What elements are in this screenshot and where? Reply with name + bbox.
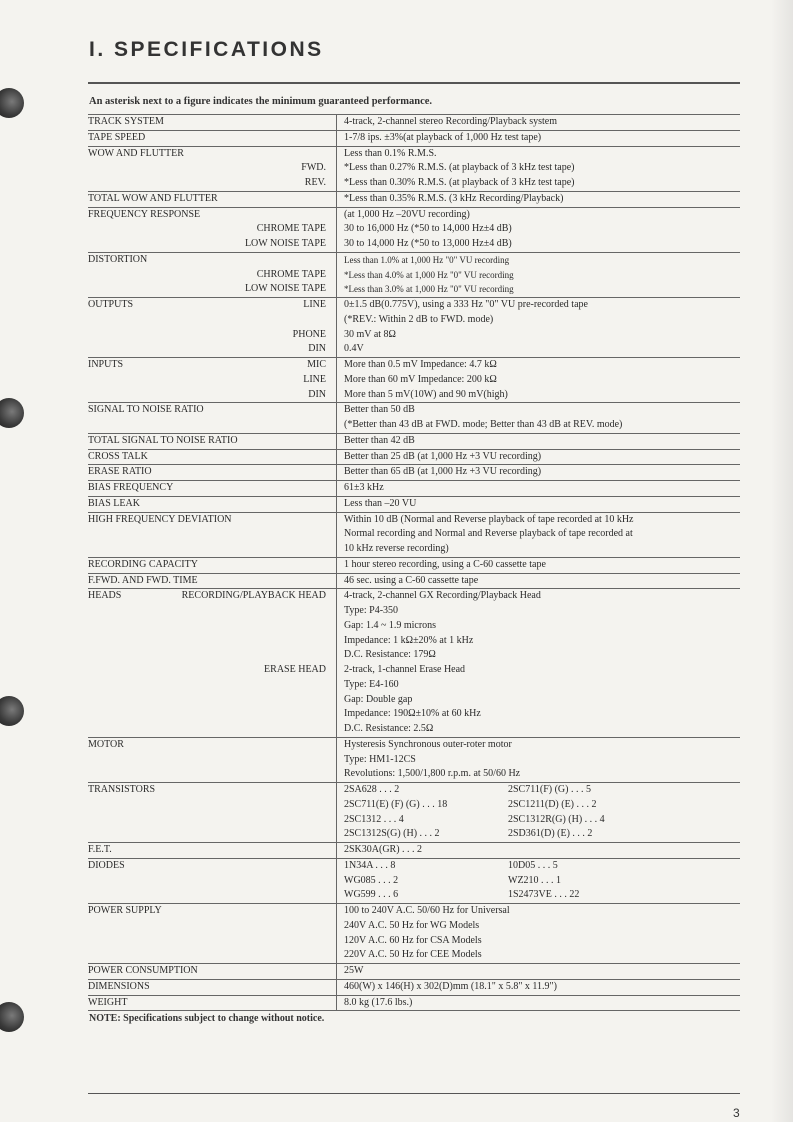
spec-value [337,737,741,782]
spec-value [337,252,741,297]
parameter-name: OUTPUTS [88,299,134,310]
parameter-line [88,934,336,949]
value-line: 2-track, 1-channel Erase Head [344,664,466,675]
spec-parameter [88,783,337,843]
component-entry: WG085 . . . 2 [344,874,399,886]
parameter-name: FREQUENCY RESPONSE [88,208,201,220]
spec-parameter [88,481,337,497]
spec-parameter [88,979,337,995]
parameter-sublabel: ERASE HEAD [264,664,326,675]
value-line: Impedance: 1 kΩ±20% at 1 kHz [344,634,474,646]
value-line [344,827,740,842]
parameter-line [88,574,336,589]
parameter-name: TRANSISTORS [88,784,156,795]
component-entry: 2SC1312R(G) (H) . . . 4 [508,813,605,825]
value-line: 1 hour stereo recording, using a C-60 cassette tape [344,558,546,570]
parameter-sublabel: DIN [308,388,326,400]
parameter-name: HEADS [88,590,122,602]
parameter-line [88,527,336,542]
component-entry: 1N34A . . . 8 [344,859,396,871]
spec-row [88,557,740,573]
parameter-line [88,980,336,995]
parameter-line [88,513,336,528]
parameter-line [88,634,336,649]
parameter-name: HIGH FREQUENCY DEVIATION [88,513,232,525]
value-line: *Less than 0.30% R.M.S. (at playback of 3 kHz test tape) [344,177,575,188]
spec-value [337,403,741,434]
parameter-line [88,268,336,283]
spec-row [88,979,740,995]
value-line: 0.4V [344,343,364,355]
spec-row [88,298,740,358]
spec-parameter [88,557,337,573]
parameter-line [88,465,336,480]
parameter-sublabel: FWD. [301,162,326,174]
value-line: D.C. Resistance: 2.5Ω [344,723,434,734]
spec-parameter [88,964,337,980]
parameter-line [88,222,336,237]
parameter-name: WEIGHT [88,996,128,1008]
value-line: *Less than 0.27% R.M.S. (at playback of 3 kHz test tape) [344,162,575,174]
page-title: I. SPECIFICATIONS [89,38,324,61]
spec-row [88,433,740,449]
parameter-name: DIMENSIONS [88,980,150,992]
component-entry: 1S2473VE . . . 22 [508,889,580,901]
parameter-line [88,648,336,663]
parameter-line [88,693,336,708]
spec-value [337,858,741,903]
binder-hole [0,1002,24,1032]
spec-value [337,298,741,358]
spec-row [88,737,740,782]
value-line: (at 1,000 Hz –20VU recording) [344,208,470,220]
spec-value [337,573,741,589]
parameter-line [88,403,336,418]
spec-value [337,783,741,843]
spec-value [337,130,741,146]
value-line: 240V A.C. 50 Hz for WG Models [344,919,480,931]
value-line: 46 sec. using a C-60 cassette tape [344,574,479,586]
spec-parameter [88,995,337,1011]
spec-parameter [88,573,337,589]
value-line: Less than –20 VU [344,497,417,509]
value-line: 30 to 14,000 Hz (*50 to 13,000 Hz±4 dB) [344,238,512,249]
spec-row [88,858,740,903]
value-line: More than 5 mV(10W) and 90 mV(high) [344,388,508,400]
spec-value [337,995,741,1011]
value-line: 4-track, 2-channel GX Recording/Playback Head [344,590,541,602]
parameter-line [88,373,336,388]
value-line [344,813,740,828]
spec-parameter [88,433,337,449]
parameter-sublabel: LINE [303,373,326,385]
footnote: NOTE: Specifications subject to change without notice. [89,1013,325,1024]
parameter-line [88,783,336,798]
value-line: 460(W) x 146(H) x 302(D)mm (18.1" x 5.8" x 11.9") [344,980,557,992]
spec-row [88,207,740,252]
parameter-line [88,558,336,573]
value-line: 61±3 kHz [344,482,384,493]
spec-value [337,904,741,964]
value-line: Better than 42 dB [344,434,415,446]
value-line: 10 kHz reverse recording) [344,543,449,554]
parameter-line [88,619,336,634]
parameter-line [88,663,336,678]
spec-parameter [88,252,337,297]
value-line: More than 0.5 mV Impedance: 4.7 kΩ [344,359,497,370]
spec-row [88,481,740,497]
spec-row [88,449,740,465]
spec-row [88,358,740,403]
spec-value [337,496,741,512]
parameter-sublabel: CHROME TAPE [256,223,326,235]
spec-parameter [88,146,337,191]
parameter-line [88,874,336,889]
parameter-line [88,298,336,313]
spec-value [337,964,741,980]
component-entry: 2SD361(D) (E) . . . 2 [508,828,593,840]
parameter-name: F.E.T. [88,844,112,855]
parameter-sublabel: REV. [304,177,326,188]
parameter-line [88,964,336,979]
value-line: Gap: Double gap [344,693,413,705]
parameter-sublabel: RECORDING/PLAYBACK HEAD [181,590,326,602]
spec-value [337,557,741,573]
parameter-name: TAPE SPEED [88,131,146,143]
parameter-name: POWER SUPPLY [88,905,162,916]
parameter-line [88,388,336,403]
value-line: Less than 0.1% R.M.S. [344,147,437,159]
parameter-line [88,919,336,934]
value-line: Better than 25 dB (at 1,000 Hz +3 VU recording) [344,450,542,462]
spec-parameter [88,298,337,358]
value-line: Better than 50 dB [344,404,415,416]
parameter-line [88,904,336,919]
component-entry: WZ210 . . . 1 [508,874,562,886]
footer-divider [88,1093,740,1094]
value-line: Better than 65 dB (at 1,000 Hz +3 VU recording) [344,466,542,478]
spec-row [88,512,740,557]
value-line: D.C. Resistance: 179Ω [344,649,436,661]
parameter-sublabel: MIC [307,359,326,370]
value-line: 100 to 240V A.C. 50/60 Hz for Universal [344,905,510,916]
title-divider [88,82,740,84]
parameter-sublabel: LINE [303,299,326,310]
spec-parameter [88,858,337,903]
value-line: *Less than 4.0% at 1,000 Hz "0" VU recording [344,269,514,280]
spec-value [337,512,741,557]
parameter-line [88,948,336,963]
value-line: 120V A.C. 60 Hz for CSA Models [344,934,482,946]
parameter-line [88,604,336,619]
spec-row [88,115,740,131]
value-line: 8.0 kg (17.6 lbs.) [344,996,413,1008]
spec-value [337,146,741,191]
value-line: Within 10 dB (Normal and Reverse playback of tape recorded at 10 kHz [344,513,634,525]
parameter-name: TRACK SYSTEM [88,116,164,127]
value-line: *Less than 0.35% R.M.S. (3 kHz Recording/Playback) [344,192,564,204]
value-line: *Less than 3.0% at 1,000 Hz "0" VU recording [344,284,514,295]
parameter-name: ERASE RATIO [88,466,152,478]
spec-parameter [88,130,337,146]
parameter-line [88,328,336,343]
spec-value [337,115,741,131]
value-line: Type: E4-160 [344,678,399,690]
value-line: Hysteresis Synchronous outer-roter motor [344,738,512,750]
parameter-sublabel: PHONE [292,328,326,340]
parameter-line [88,767,336,782]
spec-parameter [88,904,337,964]
value-line: 30 mV at 8Ω [344,328,396,340]
spec-row [88,783,740,843]
value-line: 25W [344,965,364,976]
spec-parameter [88,207,337,252]
value-line: Impedance: 190Ω±10% at 60 kHz [344,708,481,720]
value-line: Type: HM1-12CS [344,753,416,765]
parameter-name: BIAS FREQUENCY [88,482,174,493]
value-line: Revolutions: 1,500/1,800 r.p.m. at 50/60 Hz [344,768,521,780]
value-line: 4-track, 2-channel stereo Recording/Playback system [344,116,557,127]
value-line [344,874,740,889]
parameter-name: INPUTS [88,359,124,370]
spec-row [88,403,740,434]
parameter-name: POWER CONSUMPTION [88,965,198,976]
value-line: (*REV.: Within 2 dB to FWD. mode) [344,313,494,325]
parameter-name: TOTAL WOW AND FLUTTER [88,192,218,204]
parameter-line [88,843,336,858]
component-entry: 10D05 . . . 5 [508,859,558,871]
parameter-name: WOW AND FLUTTER [88,147,184,159]
value-line: More than 60 mV Impedance: 200 kΩ [344,373,497,385]
parameter-name: DISTORTION [88,253,148,265]
parameter-name: DIODES [88,859,125,871]
component-entry: 2SA628 . . . 2 [344,784,400,795]
value-line: (*Better than 43 dB at FWD. mode; Better than 43 dB at REV. mode) [344,419,623,430]
spec-parameter [88,465,337,481]
parameter-line [88,192,336,207]
value-line: Gap: 1.4 ~ 1.9 microns [344,619,437,631]
parameter-line [88,115,336,130]
spec-row [88,904,740,964]
parameter-name: MOTOR [88,738,124,750]
parameter-name: SIGNAL TO NOISE RATIO [88,404,204,416]
parameter-sublabel: LOW NOISE TAPE [244,283,326,295]
parameter-line [88,418,336,433]
parameter-line [88,358,336,373]
spec-parameter [88,737,337,782]
spec-row [88,130,740,146]
parameter-name: RECORDING CAPACITY [88,558,198,570]
value-line [344,798,740,813]
page-number: 3 [733,1106,740,1120]
spec-value [337,979,741,995]
spec-row [88,465,740,481]
spec-parameter [88,496,337,512]
component-entry: WG599 . . . 6 [344,889,399,901]
value-line: Less than 1.0% at 1,000 Hz "0" VU recording [344,254,510,265]
parameter-line [88,497,336,512]
value-line: 0±1.5 dB(0.775V), using a 333 Hz "0" VU pre-recorded tape [344,299,588,310]
parameter-line [88,282,336,297]
page-edge-shadow [771,0,793,1122]
spec-value [337,358,741,403]
parameter-name: BIAS LEAK [88,497,140,509]
component-entry: 2SC711(E) (F) (G) . . . 18 [344,798,448,810]
spec-row [88,964,740,980]
spec-row [88,995,740,1011]
spec-parameter [88,358,337,403]
parameter-line [88,542,336,557]
spec-value [337,465,741,481]
value-line: Normal recording and Normal and Reverse playback of tape recorded at [344,528,633,540]
parameter-line [88,753,336,768]
spec-parameter [88,403,337,434]
parameter-line [88,722,336,737]
binder-hole [0,398,24,428]
spec-row [88,191,740,207]
spec-parameter [88,449,337,465]
intro-text: An asterisk next to a figure indicates the minimum guaranteed performance. [89,96,433,107]
value-line [344,783,740,798]
spec-value [337,449,741,465]
parameter-name: F.FWD. AND FWD. TIME [88,574,198,586]
parameter-line [88,859,336,874]
value-line: 2SK30A(GR) . . . 2 [344,844,423,855]
parameter-sublabel: LOW NOISE TAPE [244,238,326,249]
specifications-table-body [88,115,740,1011]
parameter-line [88,888,336,903]
value-line: 30 to 16,000 Hz (*50 to 14,000 Hz±4 dB) [344,223,512,235]
parameter-line [88,342,336,357]
value-line: Type: P4-350 [344,605,399,616]
parameter-line [88,176,336,191]
spec-value [337,589,741,738]
value-line: 1-7/8 ips. ±3%(at playback of 1,000 Hz test tape) [344,131,542,143]
spec-row [88,252,740,297]
parameter-line [88,161,336,176]
value-line [344,888,740,903]
spec-row [88,843,740,859]
spec-parameter [88,191,337,207]
value-line [344,859,740,874]
component-entry: 2SC1211(D) (E) . . . 2 [508,798,597,810]
parameter-line [88,738,336,753]
spec-value [337,207,741,252]
value-line: 220V A.C. 50 Hz for CEE Models [344,949,482,961]
parameter-sublabel: DIN [308,343,326,355]
parameter-line [88,131,336,146]
parameter-name: TOTAL SIGNAL TO NOISE RATIO [88,434,238,446]
parameter-line [88,813,336,828]
spec-parameter [88,512,337,557]
parameter-line [88,481,336,496]
spec-row [88,146,740,191]
spec-value [337,191,741,207]
component-entry: 2SC1312 . . . 4 [344,813,404,825]
component-entry: 2SC711(F) (G) . . . 5 [508,784,591,795]
specifications-table [88,114,740,1011]
parameter-line [88,798,336,813]
parameter-line [88,313,336,328]
spec-row [88,573,740,589]
parameter-line [88,237,336,252]
parameter-line [88,589,336,604]
binder-hole [0,88,24,118]
spec-value [337,433,741,449]
spec-parameter [88,589,337,738]
parameter-line [88,996,336,1011]
parameter-line [88,827,336,842]
parameter-line [88,253,336,268]
spec-row [88,589,740,738]
parameter-line [88,678,336,693]
parameter-line [88,208,336,223]
parameter-line [88,707,336,722]
spec-parameter [88,115,337,131]
binder-hole [0,696,24,726]
parameter-line [88,434,336,449]
component-entry: 2SC1312S(G) (H) . . . 2 [344,828,440,840]
spec-parameter [88,843,337,859]
parameter-line [88,450,336,465]
parameter-name: CROSS TALK [88,450,148,462]
spec-row [88,496,740,512]
spec-value [337,843,741,859]
spec-value [337,481,741,497]
parameter-line [88,147,336,162]
parameter-sublabel: CHROME TAPE [256,268,326,280]
